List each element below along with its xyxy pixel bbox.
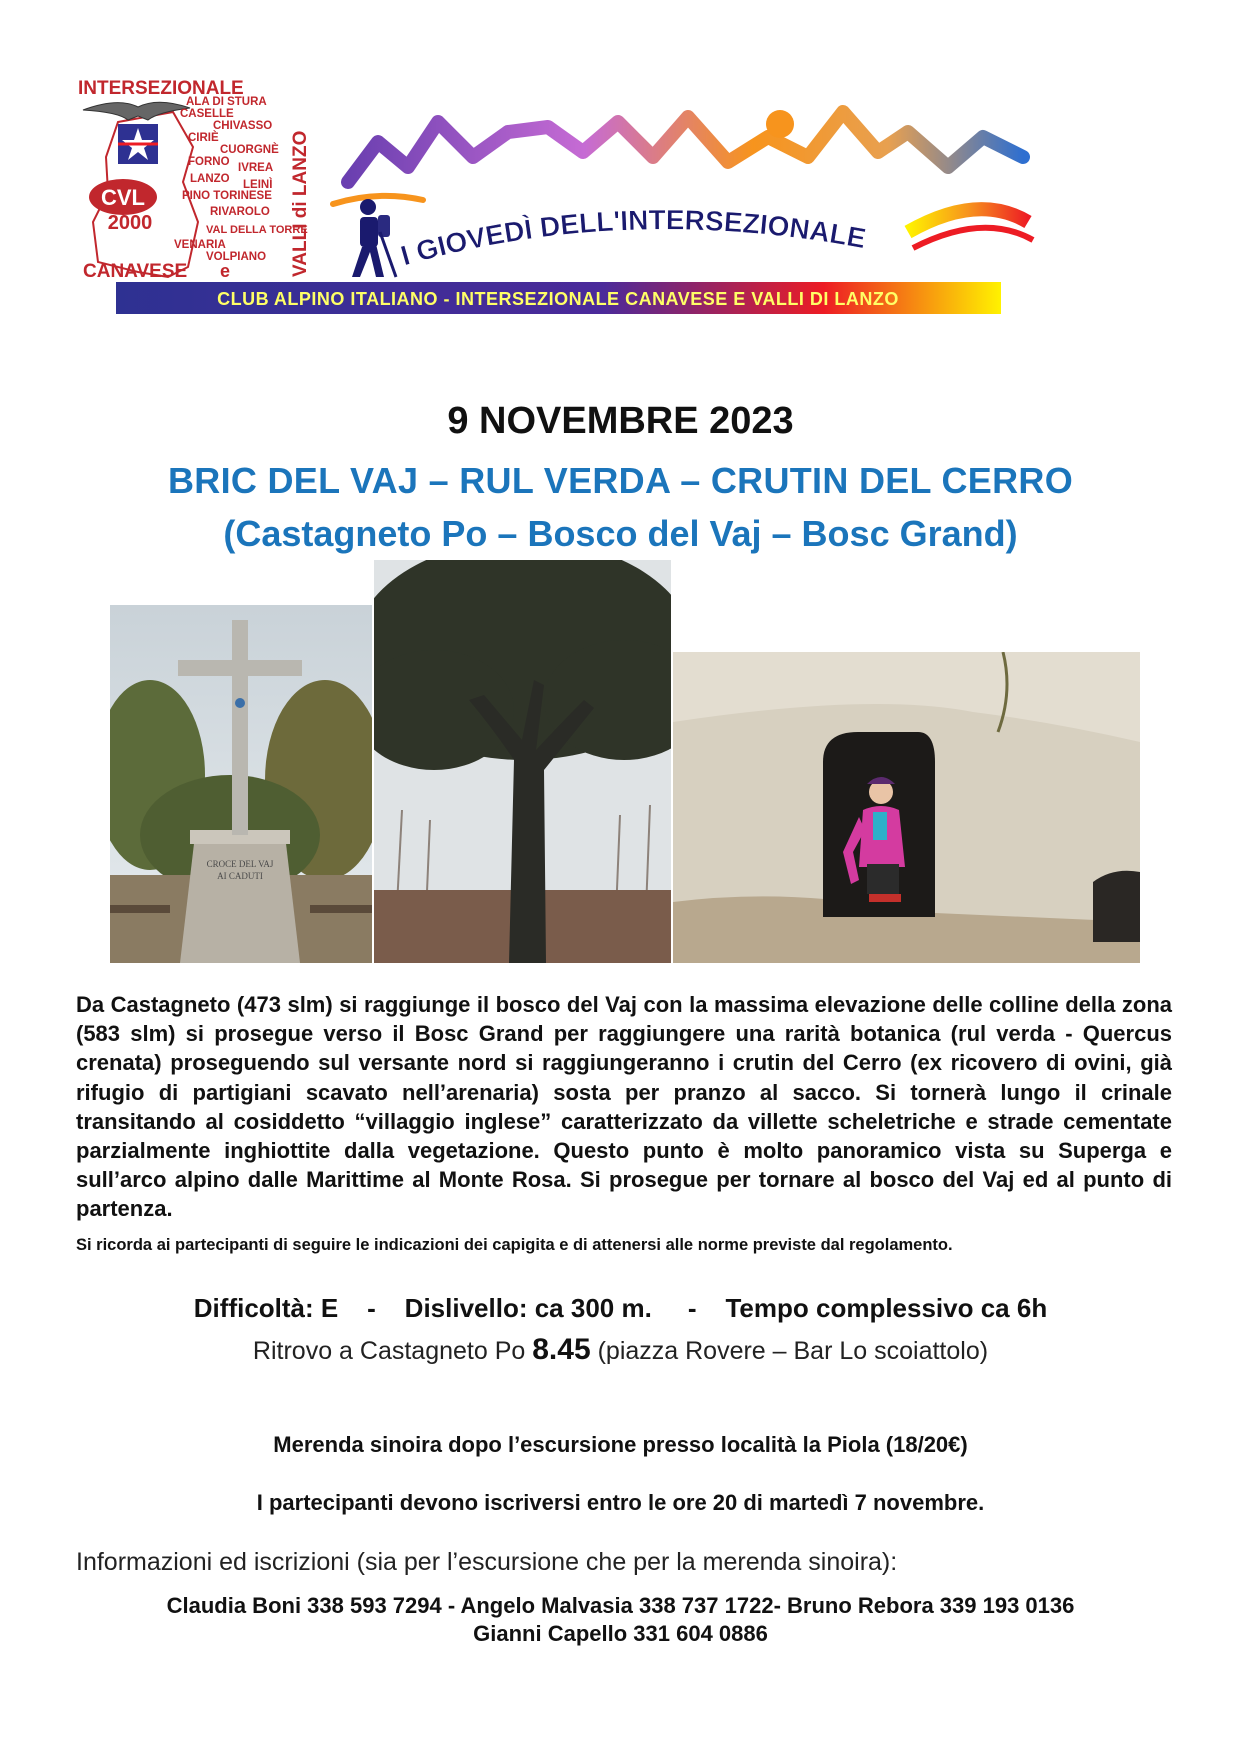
meeting-time: 8.45 xyxy=(532,1333,591,1366)
logo-vertical-text: VALLI di LANZO xyxy=(290,130,311,277)
section-caselle: CASELLE xyxy=(180,108,234,120)
section-venaria: VENARIA xyxy=(174,239,226,251)
rules-note: Si ricorda ai partecipanti di seguire le indicazioni dei capigita e di attenersi alle norme previste dal regolamento. xyxy=(76,1236,953,1254)
section-ivrea: IVREA xyxy=(238,162,274,174)
photo-summit-cross xyxy=(110,605,372,963)
cross-inscription-line1: CROCE DEL VAJ xyxy=(206,859,274,869)
section-lanzo: LANZO xyxy=(190,173,230,185)
cai-star-shield-icon xyxy=(118,124,158,164)
strip-text: CLUB ALPINO ITALIANO - INTERSEZIONALE CANAVESE E VALLI DI LANZO xyxy=(217,289,899,309)
photo-crutin-cave xyxy=(673,652,1140,963)
event-date: 9 NOVEMBRE 2023 xyxy=(447,400,794,442)
section-leini: LEINÌ xyxy=(243,179,273,191)
merenda-info: Merenda sinoira dopo l’escursione presso località la Piola (18/20€) xyxy=(273,1432,968,1457)
mountain-ridge xyxy=(348,112,1023,182)
section-chivasso: CHIVASSO xyxy=(213,120,273,132)
section-ala-di-stura: ALA DI STURA xyxy=(186,96,267,108)
section-rivarolo: RIVAROLO xyxy=(210,206,270,218)
logo-top-label: INTERSEZIONALE xyxy=(78,78,244,99)
photo-oak-tree xyxy=(374,560,671,963)
cross-inscription-line2: AI CADUTI xyxy=(217,871,263,881)
info-heading: Informazioni ed iscrizioni (sia per l’escursione che per la merenda sinoira): xyxy=(76,1548,898,1576)
hiker-icon xyxy=(352,199,396,277)
hike-specs: Difficoltà: E - Dislivello: ca 300 m. - Tempo complessivo ca 6h xyxy=(193,1293,1048,1323)
meeting-prefix: Ritrovo a Castagneto Po xyxy=(252,1337,533,1365)
registration-deadline: I partecipanti devono iscriversi entro le ore 20 di martedì 7 novembre. xyxy=(256,1490,985,1515)
section-volpiano: VOLPIANO xyxy=(206,251,267,263)
badge-line2: 2000 xyxy=(107,212,153,234)
event-subtitle: (Castagneto Po – Bosco del Vaj – Bosc Grand) xyxy=(223,513,1018,554)
eagle-icon xyxy=(83,102,190,120)
meeting-suffix: (piazza Rovere – Bar Lo scoiattolo) xyxy=(590,1337,989,1365)
sun-icon xyxy=(766,110,794,138)
section-pino-torinese: PINO TORINESE xyxy=(182,190,272,202)
contacts-line1: Claudia Boni 338 593 7294 - Angelo Malvasia 338 737 1722- Bruno Rebora 339 193 0136 xyxy=(166,1593,1075,1618)
meeting-point xyxy=(0,1333,1241,1367)
badge-line1: CVL xyxy=(101,185,145,210)
section-forno: FORNO xyxy=(188,156,230,168)
logo-bottom-left: CANAVESE xyxy=(83,261,188,282)
intersezionale-logo xyxy=(78,72,1168,347)
sky-wave xyxy=(333,196,423,204)
contacts-line2: Gianni Capello 331 604 0886 xyxy=(473,1621,768,1646)
route-description: Da Castagneto (473 slm) si raggiunge il bosco del Vaj con la massima elevazione delle colline della zona (583 slm) si prosegue verso il Bosc Grand per raggiungere una rarità botanica (rul verda - Quercus crenata) proseguendo sul versante nord si raggiungeranno i crutin del Cerro (ex ricovero di ovini, già rifugio di partigiani scavato nell’arenaria) sosta per pranzo al sacco. Si tornerà lungo il crinale transitando al cosiddetto “villaggio inglese” caratterizzato da villette scheletriche e strade cementate parzialmente inghiottite dalla vegetazione. Questo punto è molto panoramico vista su Superga e sull’arco alpino dalle Marittime al Monte Rosa. Si prosegue per tornare al bosco del Vaj ed al punto di partenza. xyxy=(76,992,1172,1222)
header-logo xyxy=(78,72,1168,347)
section-cirie: CIRIÈ xyxy=(188,132,219,144)
event-route: BRIC DEL VAJ – RUL VERDA – CRUTIN DEL CERRO xyxy=(167,460,1074,501)
section-cuorgne: CUORGNÈ xyxy=(220,144,279,156)
section-val-della-torre: VAL DELLA TORRE xyxy=(206,224,308,236)
banner-title: I GIOVEDÌ DELL'INTERSEZIONALE xyxy=(397,204,869,272)
logo-bottom-mid: e xyxy=(220,261,231,281)
